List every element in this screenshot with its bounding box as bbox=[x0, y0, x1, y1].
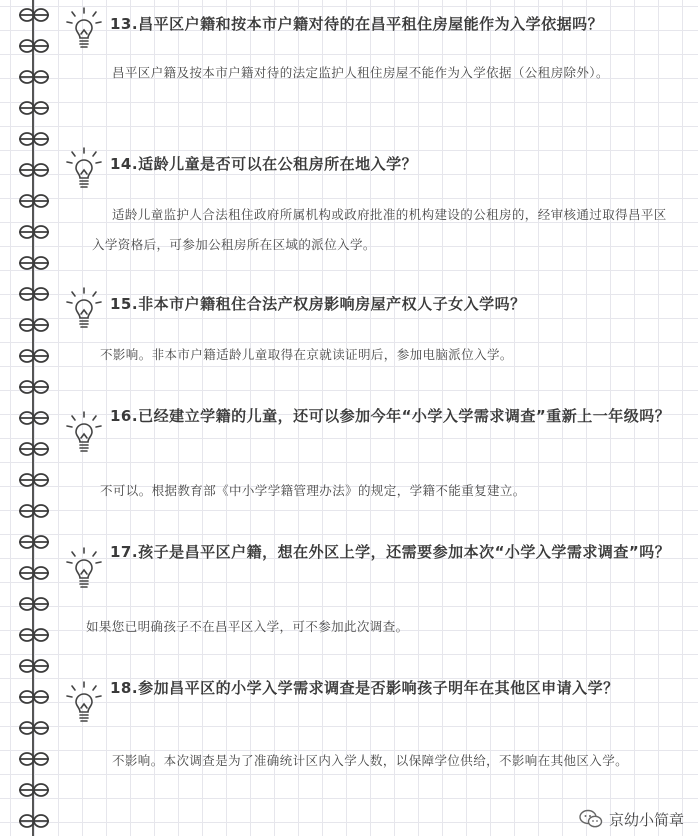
binder-ring-icon bbox=[16, 6, 52, 24]
binder-ring-icon bbox=[16, 223, 52, 241]
watermark bbox=[579, 806, 684, 832]
qa-item-14 bbox=[60, 146, 676, 252]
answer-text: 不可以。根据教育部《中小学学籍管理办法》的规定，学籍不能重复建立。 bbox=[100, 483, 526, 498]
answer-text: 如果您已明确孩子不在昌平区入学，可不参加此次调查。 bbox=[86, 619, 409, 634]
answer-text: 昌平区户籍及按本市户籍对待的法定监护人租住房屋不能作为入学依据（公租房除外）。 bbox=[112, 65, 609, 80]
binder-ring-icon bbox=[16, 161, 52, 179]
qa-item-15 bbox=[60, 286, 676, 362]
wechat-icon bbox=[579, 809, 603, 829]
binder-ring-icon bbox=[16, 564, 52, 582]
question-title: 17.孩子是昌平区户籍，想在外区上学，还需要参加本次“小学入学需求调查”吗？ bbox=[110, 543, 671, 561]
qa-item-13 bbox=[60, 6, 676, 80]
binder-ring-icon bbox=[16, 502, 52, 520]
binder-ring-icon bbox=[16, 440, 52, 458]
binder-ring-icon bbox=[16, 781, 52, 799]
lightbulb-icon bbox=[64, 410, 104, 456]
answer-text: 不影响。非本市户籍适龄儿童取得在京就读证明后，参加电脑派位入学。 bbox=[100, 347, 513, 362]
binder-ring-icon bbox=[16, 192, 52, 210]
binder-ring-icon bbox=[16, 409, 52, 427]
binder-ring-icon bbox=[16, 471, 52, 489]
binder-ring-icon bbox=[16, 99, 52, 117]
question-title: 16.已经建立学籍的儿童，还可以参加今年“小学入学需求调查”重新上一年级吗？ bbox=[110, 407, 671, 425]
qa-item-17 bbox=[60, 534, 676, 634]
question-title: 18.参加昌平区的小学入学需求调查是否影响孩子明年在其他区申请入学？ bbox=[110, 679, 619, 697]
lightbulb-icon bbox=[64, 546, 104, 592]
binder-ring-icon bbox=[16, 750, 52, 768]
lightbulb-icon bbox=[64, 680, 104, 726]
lightbulb-icon bbox=[64, 6, 104, 52]
binder-ring-icon bbox=[16, 285, 52, 303]
question-title: 14.适龄儿童是否可以在公租房所在地入学？ bbox=[110, 155, 418, 173]
binder-ring-icon bbox=[16, 812, 52, 830]
watermark-text: 京幼小简章 bbox=[608, 810, 684, 829]
lightbulb-icon bbox=[64, 146, 104, 192]
lightbulb-icon bbox=[64, 286, 104, 332]
answer-text: 适龄儿童监护人合法租住政府所属机构或政府批准的机构建设的公租房的，经审核通过取得昌平区入学资格后，可参加公租房所在区域的派位入学。 bbox=[92, 207, 667, 252]
binder-ring-icon bbox=[16, 37, 52, 55]
binder-ring-icon bbox=[16, 378, 52, 396]
qa-item-18 bbox=[60, 670, 676, 768]
binder-ring-icon bbox=[16, 719, 52, 737]
binder-ring-icon bbox=[16, 130, 52, 148]
binder-ring-icon bbox=[16, 657, 52, 675]
binder-ring-icon bbox=[16, 68, 52, 86]
binder-ring-icon bbox=[16, 316, 52, 334]
binder-ring-icon bbox=[16, 688, 52, 706]
binder-ring-icon bbox=[16, 626, 52, 644]
question-title: 15.非本市户籍租住合法产权房影响房屋产权人子女入学吗？ bbox=[110, 295, 526, 313]
answer-text: 不影响。本次调查是为了准确统计区内入学人数，以保障学位供给，不影响在其他区入学。 bbox=[112, 753, 629, 768]
binder-ring-icon bbox=[16, 595, 52, 613]
binder-ring-icon bbox=[16, 254, 52, 272]
question-title: 13.昌平区户籍和按本市户籍对待的在昌平租住房屋能作为入学依据吗？ bbox=[110, 15, 604, 33]
binder-ring-icon bbox=[16, 347, 52, 365]
qa-item-16 bbox=[60, 398, 676, 498]
binder-ring-icon bbox=[16, 533, 52, 551]
